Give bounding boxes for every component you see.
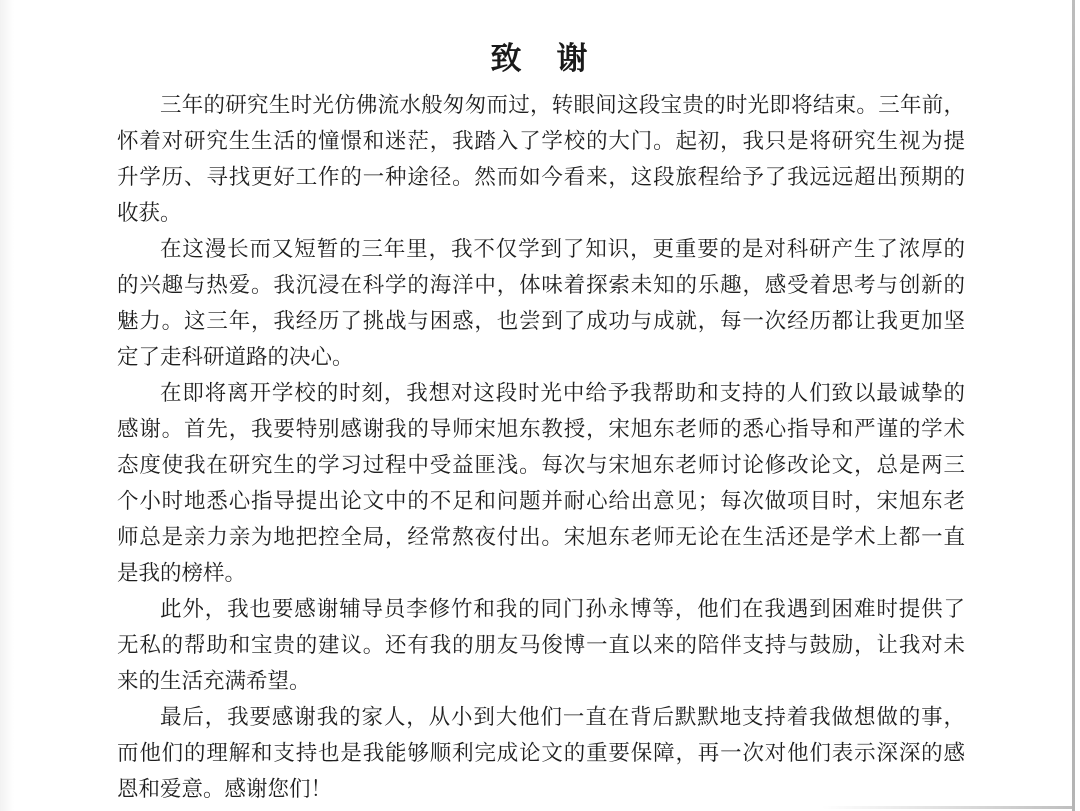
paragraph-1-line: 收获。 bbox=[117, 201, 182, 225]
paragraph-3-line: 个小时地悉心指导提出论文中的不足和问题并耐心给出意见；每次做项目时，宋旭东老 bbox=[117, 489, 965, 513]
paragraph-1-line: 升学历、寻找更好工作的一种途径。然而如今看来，这段旅程给予了我远远超出预期的 bbox=[117, 165, 965, 189]
paragraph-5-line: 最后，我要感谢我的家人，从小到大他们一直在背后默默地支持着我做想做的事， bbox=[160, 705, 965, 729]
paragraph-3-line: 是我的榜样。 bbox=[117, 561, 247, 585]
paragraph-4-line: 来的生活充满希望。 bbox=[117, 669, 311, 693]
paragraph-3-line: 师总是亲力亲为地把控全局，经常熬夜付出。宋旭东老师无论在生活还是学术上都一直 bbox=[117, 525, 965, 549]
paragraph-3-line: 感谢。首先，我要特别感谢我的导师宋旭东教授，宋旭东老师的悉心指导和严谨的学术 bbox=[117, 417, 965, 441]
scan-left-vignette bbox=[0, 0, 14, 811]
scan-right-edge-line bbox=[1072, 0, 1075, 811]
paragraph-2-line: 的兴趣与热爱。我沉浸在科学的海洋中，体味着探索未知的乐趣，感受着思考与创新的 bbox=[117, 273, 965, 297]
paragraph-2-line: 在这漫长而又短暂的三年里，我不仅学到了知识，更重要的是对科研产生了浓厚的 bbox=[160, 237, 965, 261]
acknowledgements-body bbox=[117, 87, 965, 807]
paragraph-3-line: 在即将离开学校的时刻，我想对这段时光中给予我帮助和支持的人们致以最诚挚的 bbox=[160, 381, 965, 405]
paragraph-3-line: 态度使我在研究生的学习过程中受益匪浅。每次与宋旭东老师讨论修改论文，总是两三 bbox=[117, 453, 965, 477]
paragraph-2-line: 定了走科研道路的决心。 bbox=[117, 345, 354, 369]
paragraph-5-line: 而他们的理解和支持也是我能够顺利完成论文的重要保障，再一次对他们表示深深的感 bbox=[117, 741, 965, 765]
paragraph-4-line: 此外，我也要感谢辅导员李修竹和我的同门孙永博等，他们在我遇到困难时提供了 bbox=[160, 597, 965, 621]
paragraph-1-line: 三年的研究生时光仿佛流水般匆匆而过，转眼间这段宝贵的时光即将结束。三年前， bbox=[160, 93, 965, 117]
paragraph-5-line: 恩和爱意。感谢您们！ bbox=[117, 777, 333, 801]
paragraph-2-line: 魅力。这三年，我经历了挑战与困惑，也尝到了成功与成就，每一次经历都让我更加坚 bbox=[117, 309, 965, 333]
page-title: 致 谢 bbox=[490, 40, 590, 76]
paragraph-1-line: 怀着对研究生生活的憧憬和迷茫，我踏入了学校的大门。起初，我只是将研究生视为提 bbox=[117, 129, 965, 153]
paragraph-4-line: 无私的帮助和宝贵的建议。还有我的朋友马俊博一直以来的陪伴支持与鼓励，让我对未 bbox=[117, 633, 965, 657]
